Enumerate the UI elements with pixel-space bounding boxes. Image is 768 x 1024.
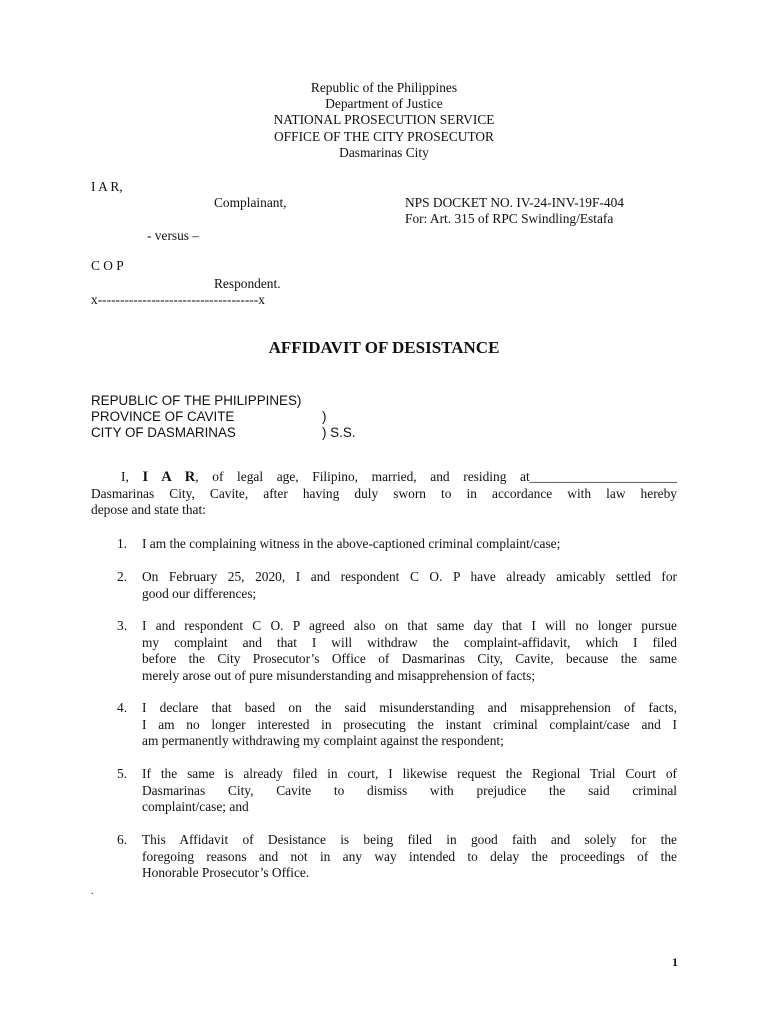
item-line: If the same is already filed in court, I likewise request the Regional Trial Court of [142, 766, 677, 781]
header-department: Department of Justice [325, 96, 443, 111]
complainant-name: I A R, [91, 179, 123, 194]
item-line: my complaint and that I will withdraw the complaint-affidavit, which I filed [142, 634, 677, 650]
venue-province: PROVINCE OF CAVITE [91, 409, 235, 424]
item-number: 1. [117, 536, 128, 551]
affiant-name: I A R [142, 469, 196, 485]
item-line: I am no longer interested in prosecuting the instant criminal complaint/case and I [142, 716, 677, 732]
item-line: Dasmarinas City, Cavite to dismiss with prejudice the said criminal [142, 782, 677, 798]
item-line: before the City Prosecutor’s Office of Dasmarinas City, Cavite, because the same [142, 651, 677, 666]
item-line: merely arose out of pure misunderstanding and misapprehension of facts; [142, 667, 536, 683]
item-text [142, 832, 677, 882]
item-text [142, 569, 677, 602]
versus-label: - versus – [147, 228, 200, 243]
venue-province-paren: ) [322, 409, 327, 424]
header-nps: NATIONAL PROSECUTION SERVICE [273, 112, 495, 127]
item-line: This Affidavit of Desistance is being filed in good faith and solely for the [142, 832, 677, 847]
respondent-label: Respondent. [214, 276, 281, 291]
item-line: am permanently withdrawing my complaint against the respondent; [142, 733, 504, 748]
item-number: 6. [117, 832, 128, 847]
docket-number: NPS DOCKET NO. IV-24-INV-19F-404 [405, 195, 624, 210]
venue-city: CITY OF DASMARINAS [91, 425, 236, 440]
intro-line-2: Dasmarinas City, Cavite, after having duly sworn to in accordance with law hereby [91, 485, 677, 501]
item-text [142, 618, 677, 684]
item-line: complaint/case; and [142, 799, 249, 814]
item-number: 3. [117, 618, 128, 633]
item-line: foregoing reasons and not in any way intended to delay the proceedings of the [142, 848, 677, 864]
item-line: Honorable Prosecutor’s Office. [142, 865, 310, 880]
page-number: 1 [672, 955, 678, 969]
intro-pre: I, [121, 469, 143, 484]
caption-separator: x------------------------------------x [91, 292, 265, 307]
stray-mark: . [91, 886, 94, 897]
item-line: good our differences; [142, 585, 257, 601]
item-line: I am the complaining witness in the above-captioned criminal complaint/case; [142, 536, 561, 551]
venue-ss: ) S.S. [322, 425, 356, 440]
header-city: Dasmarinas City [339, 145, 429, 160]
item-line: I and respondent C O. P agreed also on that same day that I will no longer pursue [142, 618, 677, 633]
document-title: AFFIDAVIT OF DESISTANCE [268, 338, 500, 357]
item-number: 5. [117, 766, 128, 781]
intro-paragraph [91, 469, 677, 519]
item-text [142, 536, 677, 553]
header-republic: Republic of the Philippines [310, 80, 458, 95]
item-line: On February 25, 2020, I and respondent C O. P have already amicably settled for [142, 569, 677, 584]
complainant-label: Complainant, [214, 195, 287, 210]
item-text [142, 700, 677, 750]
item-number: 2. [117, 569, 128, 584]
intro-line-3: depose and state that: [91, 502, 206, 517]
item-number: 4. [117, 700, 128, 715]
venue-republic: REPUBLIC OF THE PHILIPPINES) [91, 393, 302, 408]
item-line: I declare that based on the said misunderstanding and misapprehension of facts, [142, 700, 677, 715]
respondent-name: C O P [91, 258, 124, 273]
item-text [142, 766, 677, 816]
header-office: OFFICE OF THE CITY PROSECUTOR [274, 129, 494, 144]
case-nature: For: Art. 315 of RPC Swindling/Estafa [405, 211, 614, 226]
intro-post: , of legal age, Filipino, married, and residing at______________________ [195, 469, 677, 484]
intro-line-1 [91, 469, 677, 486]
